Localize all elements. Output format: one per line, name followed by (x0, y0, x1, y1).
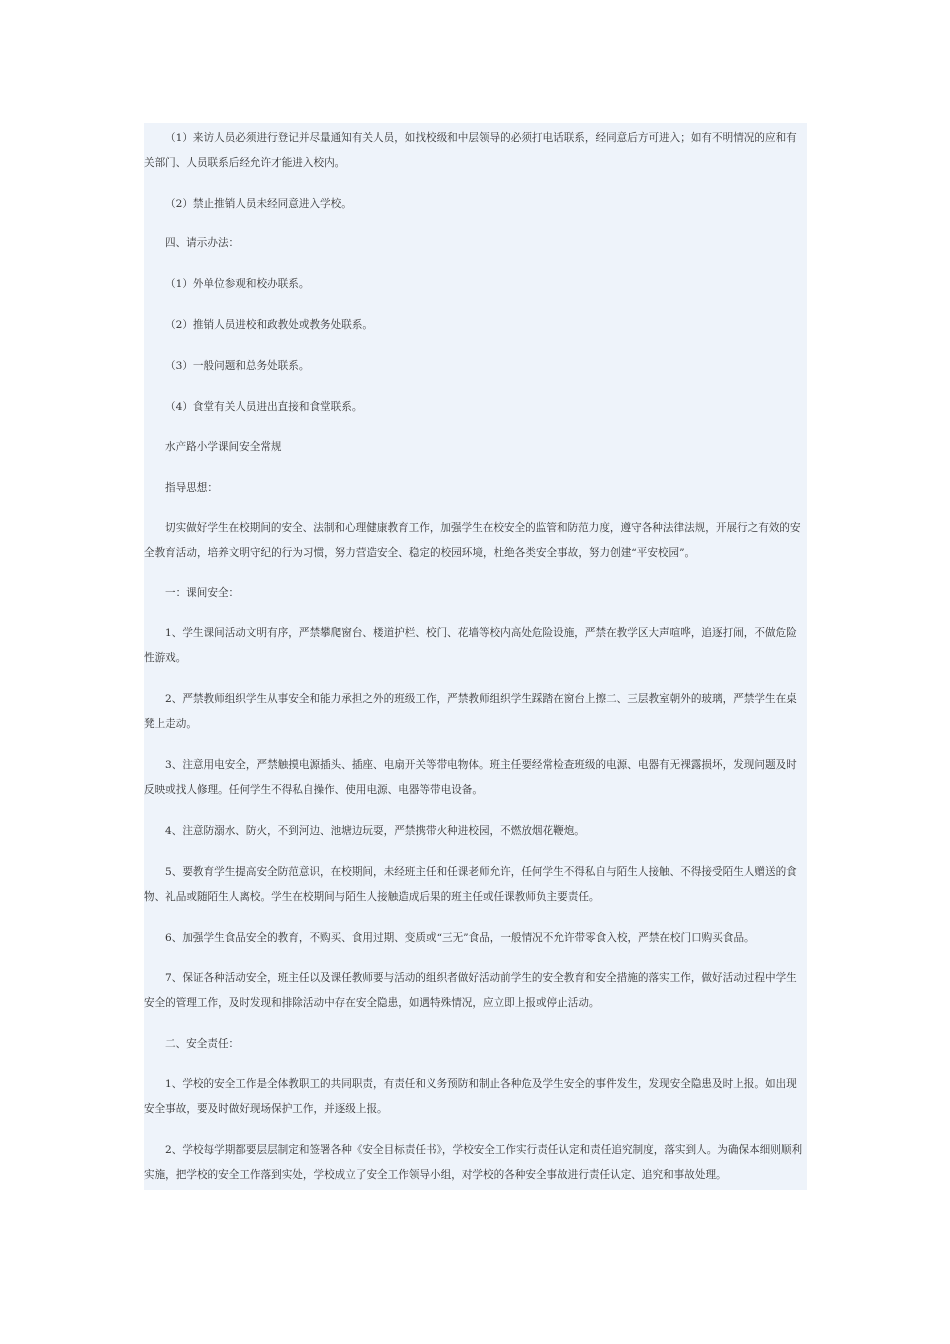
paragraph-request-2: （2）推销人员进校和政教处或教务处联系。 (165, 319, 374, 331)
paragraph-responsibility-2: 2、学校每学期都要层层制定和签署各种《安全目标责任书》，学校安全工作实行责任认定和责任追究制度，落实到人。为确保本细则顺利实施，把学校的安全工作落到实处，学校成立了安全工作领导小组，对学校的各种安全事故进行责任认定、追究和事故处理。 (144, 1144, 803, 1181)
paragraph-request-4: （4）食堂有关人员进出直接和食堂联系。 (165, 401, 363, 413)
heading-guiding-idea: 指导思想： (165, 482, 218, 494)
paragraph-break-safety-5: 5、要教育学生提高安全防范意识，在校期间，未经班主任和任课老师允许，任何学生不得私自与陌生人接触、不得接受陌生人赠送的食物、礼品或随陌生人离校。学生在校期间与陌生人接触造成后果的班主任或任课教师负主要责任。 (144, 866, 797, 903)
paragraph-request-1: （1）外单位参观和校办联系。 (165, 278, 310, 290)
paragraph-break-safety-3: 3、注意用电安全，严禁触摸电源插头、插座、电扇开关等带电物体。班主任要经常检查班级的电源、电器有无裸露损坏，发现问题及时反映或找人修理。任何学生不得私自操作、使用电源、电器等带电设备。 (144, 759, 797, 796)
paragraph-break-safety-1: 1、学生课间活动文明有序，严禁攀爬窗台、楼道护栏、校门、花墙等校内高处危险设施，严禁在教学区大声喧哗，追逐打闹，不做危险性游戏。 (144, 627, 797, 664)
paragraph-break-safety-6: 6、加强学生食品安全的教育，不购买、食用过期、变质或“三无”食品，一般情况不允许带零食入校，严禁在校门口购买食品。 (165, 932, 755, 944)
paragraph-break-safety-2: 2、严禁教师组织学生从事安全和能力承担之外的班级工作，严禁教师组织学生踩踏在窗台上擦二、三层教室朝外的玻璃，严禁学生在桌凳上走动。 (144, 693, 797, 730)
paragraph-visitor-registration: （1）来访人员必须进行登记并尽量通知有关人员，如找校级和中层领导的必须打电话联系，经同意后方可进入；如有不明情况的应和有关部门、人员联系后经允许才能进入校内。 (144, 132, 797, 169)
paragraph-guiding-idea: 切实做好学生在校期间的安全、法制和心理健康教育工作，加强学生在校安全的监管和防范力度，遵守各种法律法规，开展行之有效的安全教育活动，培养文明守纪的行为习惯，努力营造安全、稳定的校园环境，杜绝各类安全事故，努力创建“平安校园”。 (144, 522, 801, 559)
heading-break-safety: 一：课间安全： (165, 587, 240, 599)
paragraph-break-safety-4: 4、注意防溺水、防火，不到河边、池塘边玩耍，严禁携带火种进校园，不燃放烟花鞭炮。 (165, 825, 585, 837)
section-title: 水产路小学课间安全常规 (165, 441, 282, 453)
paragraph-responsibility-1: 1、学校的安全工作是全体教职工的共同职责，有责任和义务预防和制止各种危及学生安全的事件发生，发现安全隐患及时上报。如出现安全事故，要及时做好现场保护工作，并逐级上报。 (144, 1078, 797, 1115)
heading-safety-responsibility: 二、安全责任： (165, 1038, 240, 1050)
paragraph-request-3: （3）一般问题和总务处联系。 (165, 360, 310, 372)
paragraph-no-salespeople: （2）禁止推销人员未经同意进入学校。 (165, 198, 352, 210)
heading-request-procedure: 四、请示办法： (165, 237, 240, 249)
document-text-block (144, 123, 807, 1190)
paragraph-break-safety-7: 7、保证各种活动安全，班主任以及课任教师要与活动的组织者做好活动前学生的安全教育和安全措施的落实工作，做好活动过程中学生安全的管理工作，及时发现和排除活动中存在安全隐患，如遇特殊情况，应立即上报或停止活动。 (144, 972, 797, 1009)
